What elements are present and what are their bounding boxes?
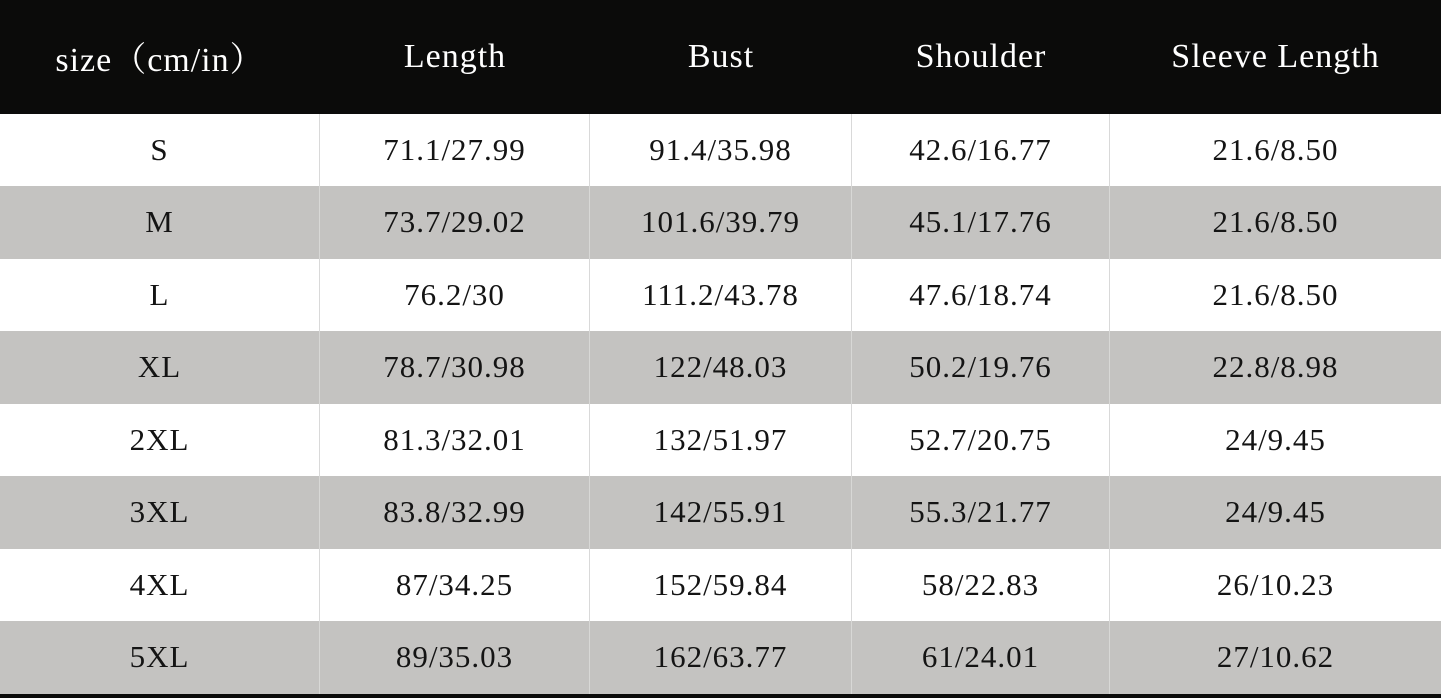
measurement-cell: 61/24.01 xyxy=(852,621,1110,694)
measurement-cell: 21.6/8.50 xyxy=(1212,131,1339,167)
measurement-cell: 91.4/35.98 xyxy=(590,114,852,187)
size-label-cell: S xyxy=(0,114,320,187)
measurement-cell: 52.7/20.75 xyxy=(852,404,1110,477)
measurement-cell: 58/22.83 xyxy=(852,549,1110,622)
measurement-cell: 21.6/8.50 xyxy=(1212,276,1339,312)
measurement-cell: 142/55.91 xyxy=(590,476,852,549)
table-row xyxy=(0,549,1441,622)
measurement-cell: 71.1/27.99 xyxy=(320,114,590,187)
measurement-cell: 24/9.45 xyxy=(1225,421,1326,457)
table-row xyxy=(0,259,1441,332)
size-chart-body xyxy=(0,114,1441,694)
measurement-cell: 22.8/8.98 xyxy=(1212,349,1339,385)
header-size-column: size（cm/in） xyxy=(55,42,265,80)
table-row xyxy=(0,621,1441,694)
measurement-cell: 152/59.84 xyxy=(590,549,852,622)
measurement-cell: 122/48.03 xyxy=(590,331,852,404)
size-chart-header-row xyxy=(0,0,1441,114)
bottom-black-bar xyxy=(0,694,1441,698)
header-shoulder-column: Shoulder xyxy=(915,37,1047,75)
header-sleeve-length-column: Sleeve Length xyxy=(1171,37,1380,75)
measurement-cell: 81.3/32.01 xyxy=(320,404,590,477)
table-row xyxy=(0,331,1441,404)
table-row xyxy=(0,186,1441,259)
measurement-cell: 111.2/43.78 xyxy=(590,259,852,332)
measurement-cell: 26/10.23 xyxy=(1216,566,1335,602)
measurement-cell: 27/10.62 xyxy=(1216,639,1335,675)
measurement-cell: 87/34.25 xyxy=(320,549,590,622)
measurement-cell: 132/51.97 xyxy=(590,404,852,477)
measurement-cell: 78.7/30.98 xyxy=(320,331,590,404)
measurement-cell: 50.2/19.76 xyxy=(852,331,1110,404)
size-label-cell: 5XL xyxy=(0,621,320,694)
measurement-cell: 42.6/16.77 xyxy=(852,114,1110,187)
header-bust-column: Bust xyxy=(687,37,755,75)
size-label-cell: L xyxy=(0,259,320,332)
measurement-cell: 101.6/39.79 xyxy=(590,186,852,259)
size-label-cell: 2XL xyxy=(0,404,320,477)
measurement-cell: 76.2/30 xyxy=(320,259,590,332)
measurement-cell: 21.6/8.50 xyxy=(1212,204,1339,240)
measurement-cell: 83.8/32.99 xyxy=(320,476,590,549)
measurement-cell: 45.1/17.76 xyxy=(852,186,1110,259)
measurement-cell: 89/35.03 xyxy=(320,621,590,694)
table-row xyxy=(0,114,1441,187)
measurement-cell: 73.7/29.02 xyxy=(320,186,590,259)
size-label-cell: 3XL xyxy=(0,476,320,549)
header-length-column: Length xyxy=(403,37,507,75)
measurement-cell: 55.3/21.77 xyxy=(852,476,1110,549)
measurement-cell: 162/63.77 xyxy=(590,621,852,694)
size-label-cell: M xyxy=(0,186,320,259)
measurement-cell: 47.6/18.74 xyxy=(852,259,1110,332)
table-row xyxy=(0,476,1441,549)
size-label-cell: 4XL xyxy=(0,549,320,622)
table-row xyxy=(0,404,1441,477)
size-label-cell: XL xyxy=(0,331,320,404)
measurement-cell: 24/9.45 xyxy=(1225,494,1326,530)
